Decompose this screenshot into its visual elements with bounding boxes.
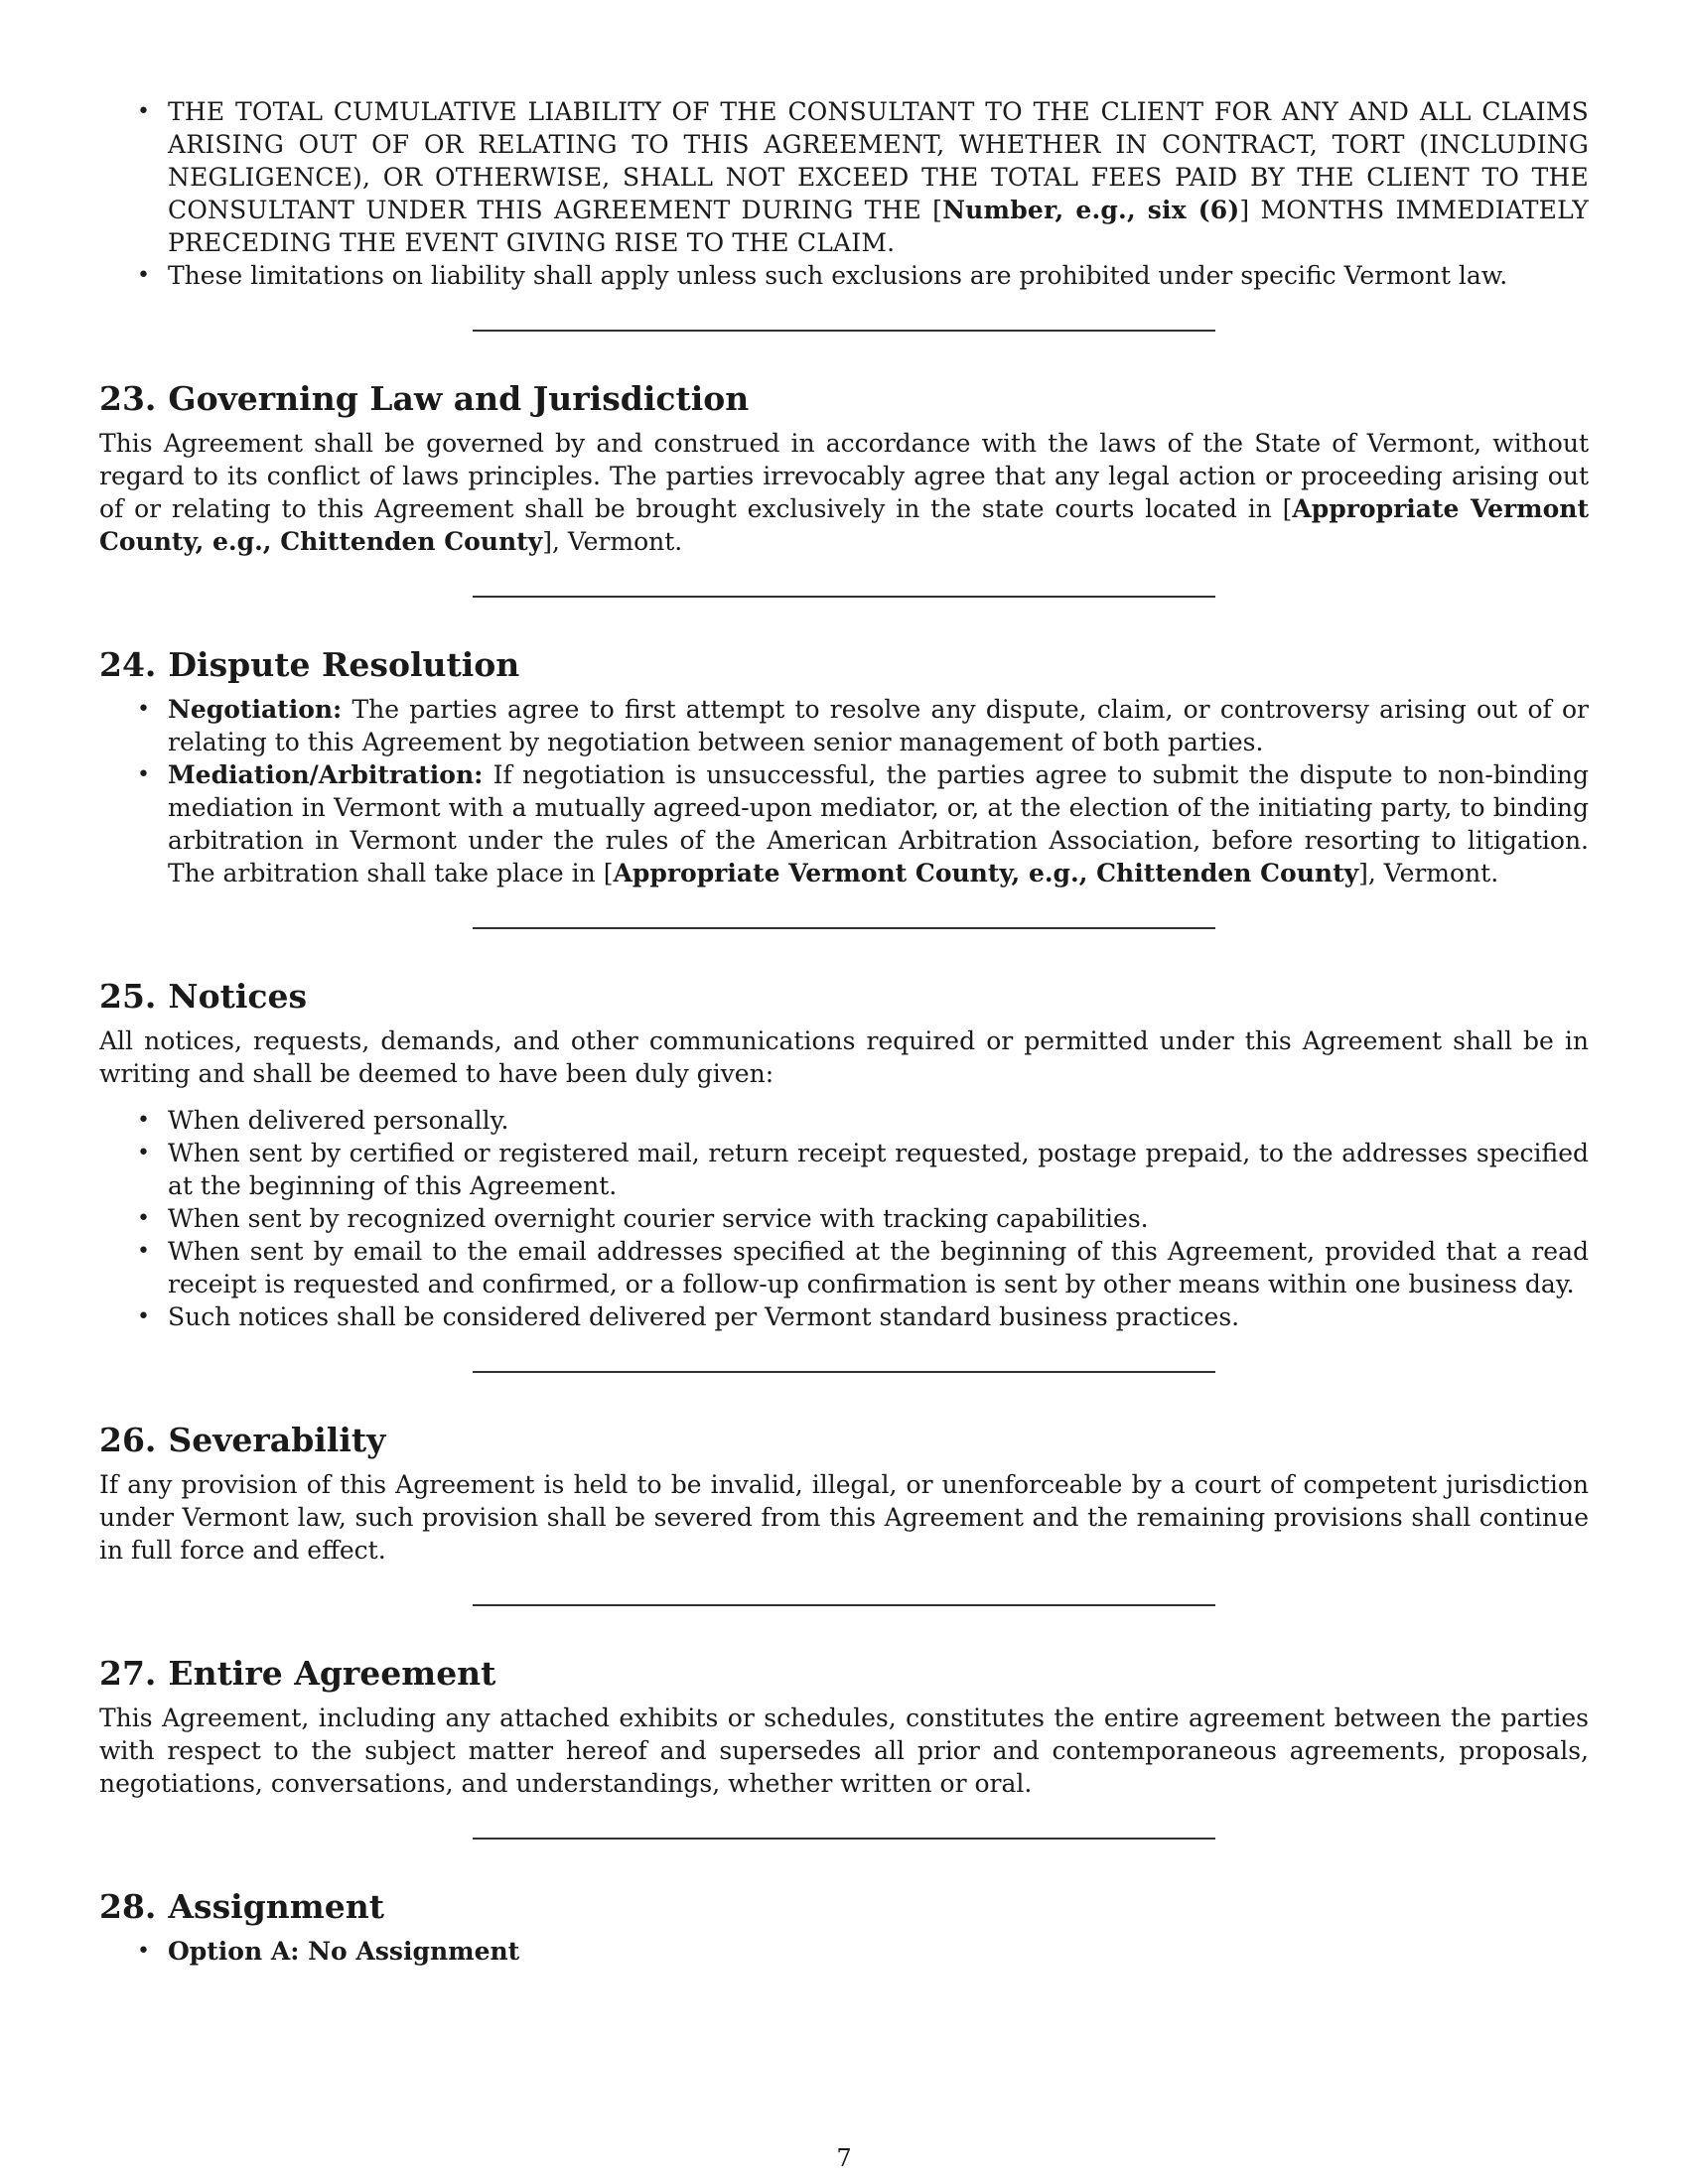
list-item: • When sent by certified or registered mail, return receipt requested, postage prepaid, to the addresses specified at the beginning of this Agreement. bbox=[99, 1137, 1589, 1202]
section-paragraph: All notices, requests, demands, and other communications required or permitted under this Agreement shall be in writing and shall be deemed to have been duly given: bbox=[99, 1026, 1589, 1088]
section-heading: 23. Governing Law and Jurisdiction bbox=[99, 379, 750, 418]
list-item: • Negotiation: The parties agree to first attempt to resolve any dispute, claim, or controversy arising out of or relating to this Agreement by negotiation between senior management of both parties. bbox=[99, 693, 1589, 758]
list-item: • Option A: No Assignment bbox=[99, 1935, 1589, 1968]
section-heading: 26. Severability bbox=[99, 1421, 386, 1459]
liability-list bbox=[99, 95, 1589, 292]
list-item: • These limitations on liability shall apply unless such exclusions are prohibited under specific Vermont law. bbox=[99, 259, 1589, 292]
section-paragraph: If any provision of this Agreement is held to be invalid, illegal, or unenforceable by a court of competent jurisdiction under Vermont law, such provision shall be severed from this Agreement and the remaining provisions shall continue in full force and effect. bbox=[99, 1470, 1589, 1565]
section-heading: 27. Entire Agreement bbox=[99, 1654, 496, 1693]
document-page bbox=[99, 95, 1589, 1968]
list-item: • Such notices shall be considered delivered per Vermont standard business practices. bbox=[99, 1300, 1589, 1333]
list-item: • When sent by recognized overnight courier service with tracking capabilities. bbox=[99, 1202, 1589, 1235]
list-item: • When sent by email to the email addresses specified at the beginning of this Agreement, provided that a read receipt is requested and confirmed, or a follow-up confirmation is sent by other means within one business day. bbox=[99, 1235, 1589, 1300]
dispute-list bbox=[99, 693, 1589, 889]
section-paragraph: This Agreement, including any attached exhibits or schedules, constitutes the entire agreement between the parties with respect to the subject matter hereof and supersedes all prior and contemporaneous agreements, proposals, negotiations, conversations, and understandings, whether written or oral. bbox=[99, 1704, 1589, 1798]
section-paragraph: This Agreement shall be governed by and construed in accordance with the laws of the State of Vermont, without regard to its conflict of laws principles. The parties irrevocably agree that any legal action or proceeding arising out of or relating to this Agreement shall be brought exclusively in the state courts located in [Appropriate Vermont County, e.g., Chittenden County], Vermont. bbox=[99, 429, 1589, 556]
page-number: 7 bbox=[836, 2144, 852, 2172]
assignment-list bbox=[99, 1935, 1589, 1968]
notices-list bbox=[99, 1104, 1589, 1333]
section-heading: 24. Dispute Resolution bbox=[99, 645, 520, 684]
list-item: • When delivered personally. bbox=[99, 1104, 1589, 1137]
list-item: • Mediation/Arbitration: If negotiation is unsuccessful, the parties agree to submit the dispute to non-binding mediation in Vermont with a mutually agreed-upon mediator, or, at the election of the initiating party, to binding arbitration in Vermont under the rules of the American Arbitration Association, before resorting to litigation. The arbitration shall take place in [Appropriate Vermont County, e.g., Chittenden County], Vermont. bbox=[99, 758, 1589, 889]
section-heading: 25. Notices bbox=[99, 977, 308, 1016]
list-item: • THE TOTAL CUMULATIVE LIABILITY OF THE CONSULTANT TO THE CLIENT FOR ANY AND ALL CLAIMS ARISING OUT OF OR RELATING TO THIS AGREEMENT, WHETHER IN CONTRACT, TORT (INCLUDING NEGLIGENCE), OR OTHERWISE, SHALL NOT EXCEED THE TOTAL FEES PAID BY THE CLIENT TO THE CONSULTANT UNDER THIS AGREEMENT DURING THE [Number, e.g., six (6)] MONTHS IMMEDIATELY PRECEDING THE EVENT GIVING RISE TO THE CLAIM. bbox=[99, 95, 1589, 259]
section-heading: 28. Assignment bbox=[99, 1887, 384, 1926]
